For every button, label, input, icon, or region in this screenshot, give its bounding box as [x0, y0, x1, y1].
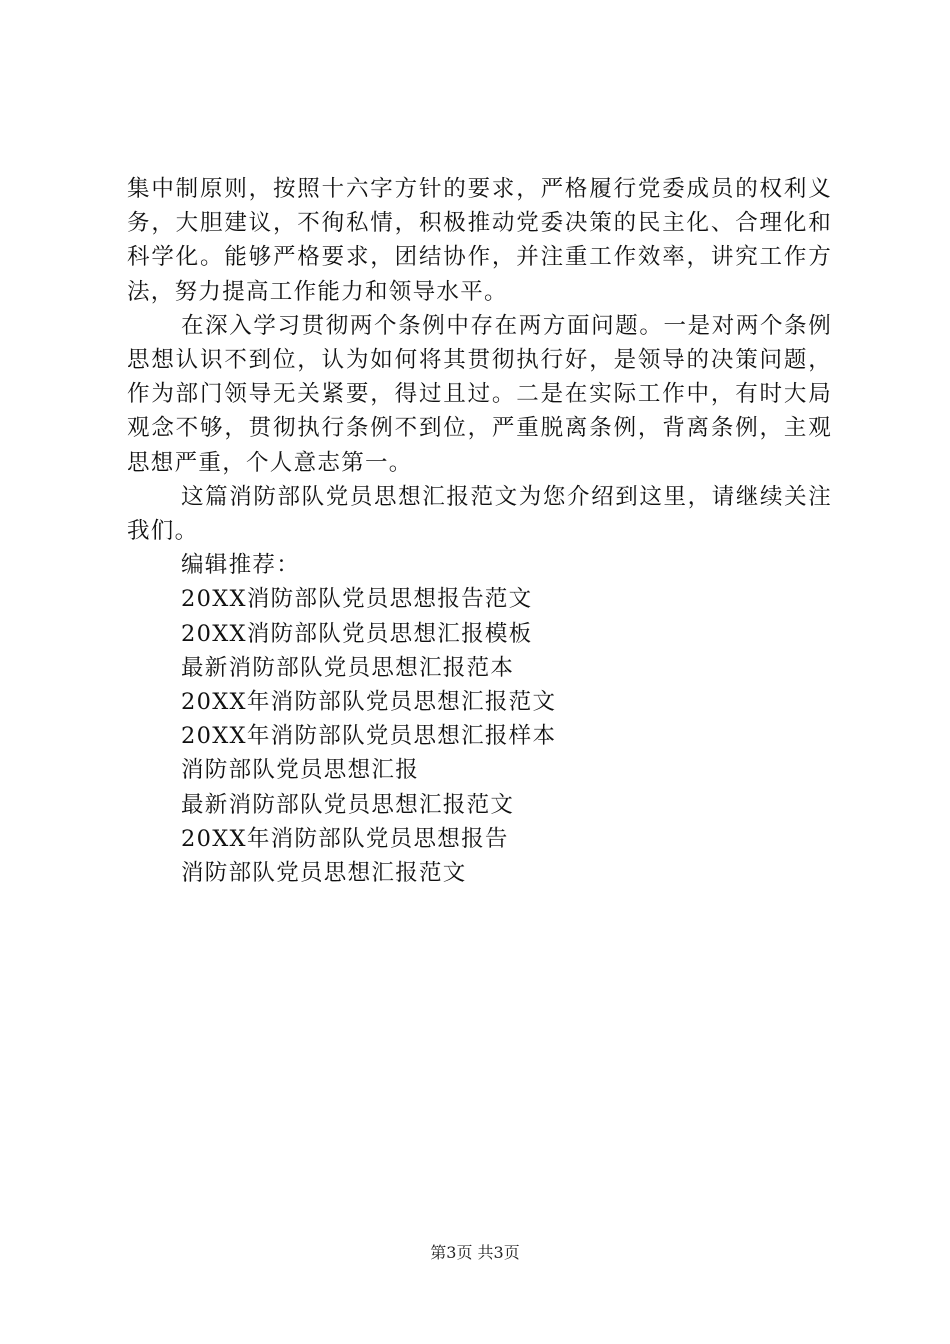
page-number-footer: 第3页 共3页: [430, 1243, 520, 1262]
recommend-label: 编辑推荐：: [181, 552, 301, 579]
paragraph-continuation: 集中制原则，按照十六字方针的要求，严格履行党委成员的权利义务，大胆建议，不徇私情，积极推动党委决策的民主化、合理化和科学化。能够严格要求，团结协作，并注重工作效率，讲究工作方法，努力提高工作能力和领导水平。: [127, 176, 832, 305]
recommendation-list: [127, 582, 832, 890]
document-body: [127, 172, 832, 890]
recommendation-item[interactable]: 消防部队党员思想汇报范文: [181, 860, 467, 887]
recommendation-item[interactable]: 20XX消防部队党员思想报告范文: [181, 586, 533, 613]
recommendation-item[interactable]: 消防部队党员思想汇报: [181, 757, 420, 784]
recommendation-item[interactable]: 20XX消防部队党员思想汇报模板: [181, 620, 533, 647]
recommendation-item[interactable]: 20XX年消防部队党员思想汇报范文: [181, 689, 557, 716]
recommendation-item[interactable]: 最新消防部队党员思想汇报范本: [181, 654, 515, 681]
recommendation-item[interactable]: 20XX年消防部队党员思想汇报样本: [181, 723, 557, 750]
paragraph-problems: 在深入学习贯彻两个条例中存在两方面问题。一是对两个条例思想认识不到位，认为如何将其贯彻执行好，是领导的决策问题，作为部门领导无关紧要，得过且过。二是在实际工作中，有时大局观念不够，贯彻执行条例不到位，严重脱离条例，背离条例，主观思想严重，个人意志第一。: [127, 312, 832, 476]
recommendation-item[interactable]: 20XX年消防部队党员思想报告: [181, 825, 509, 852]
recommendation-item[interactable]: 最新消防部队党员思想汇报范文: [181, 791, 515, 818]
paragraph-closing: 这篇消防部队党员思想汇报范文为您介绍到这里，请继续关注我们。: [127, 483, 832, 545]
